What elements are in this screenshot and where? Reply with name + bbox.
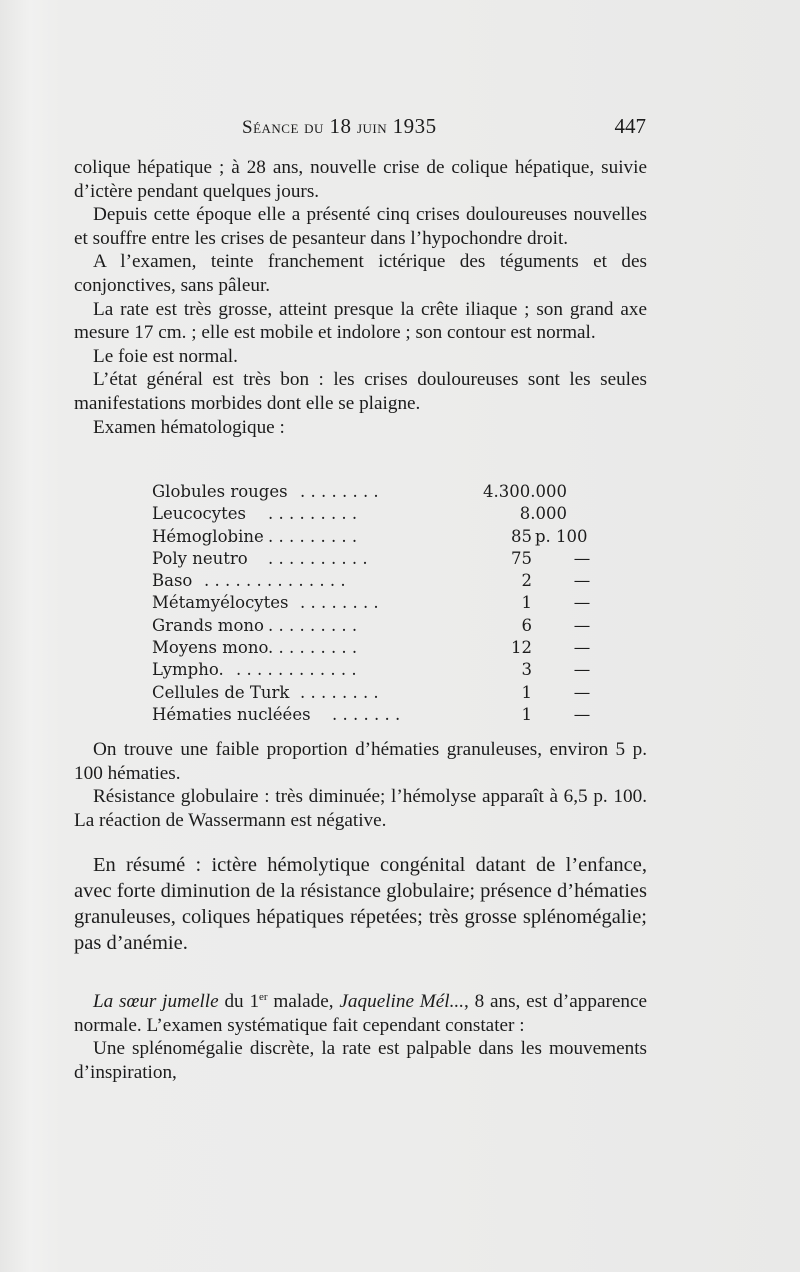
ditto-dash: — [573,615,591,635]
leader-dots: . . . . . . . . [300,593,379,613]
summary-section [74,852,647,956]
paragraph: A l’examen, teinte franchement ictérique des téguments et des conjonctives, sans pâleur. [74,251,647,296]
leader-dots: . . . . . . . . . . [268,548,368,568]
running-head-prefix: Séance du [242,117,324,138]
paragraph: Le foie est normal. [93,345,238,367]
running-head [242,114,437,139]
paragraph: On trouve une faible proportion d’hématies granuleuses, environ 5 p. 100 hématies. [74,739,647,784]
row-label: Moyens mono [152,638,269,658]
ditto-dash: — [573,660,591,680]
row-label: Hémoglobine [152,526,264,546]
body-text-top [74,156,647,439]
patient-name: Jaqueline Mél... [339,991,464,1012]
row-label: Leucocytes [152,504,246,524]
row-unit: p. 100 [535,526,588,546]
paragraph: Une splénomégalie discrète, la rate est palpable dans les mouvements d’inspiration, [74,1038,647,1083]
row-label: Globules rouges [152,482,288,501]
text: du 1 [218,991,260,1012]
leader-dots: . . . . . . . . . [268,638,358,658]
text: , 8 ans, est d’apparence normale. L’examen systématique fait cependant constater : [74,991,647,1036]
italic-lead: La sœur jumelle [93,991,219,1012]
row-label: Hématies nucléées [152,704,311,724]
page-number: 447 [614,114,646,138]
body-text-middle [74,738,647,832]
ditto-dash: — [573,548,591,568]
table-row [152,637,612,659]
table-row [152,592,612,614]
row-label: Grands mono [152,615,264,635]
leader-dots: . . . . . . . . . . . . [236,660,357,680]
leader-dots: . . . . . . . . . [268,526,358,546]
hematology-table [152,481,612,726]
second-case-section [74,990,647,1084]
text: malade, [267,991,340,1012]
ditto-dash: — [573,593,591,613]
row-value: 6 [521,615,532,635]
row-value: 85 [511,526,532,546]
paragraph [74,990,647,1037]
leader-dots: . . . . . . . . . [268,615,358,635]
table-row [152,548,612,570]
row-label: Métamyélocytes [152,593,289,613]
row-value: 75 [511,548,532,568]
ditto-dash: — [573,704,591,724]
paragraph: colique hépatique ; à 28 ans, nouvelle crise de colique hépatique, suivie d’ictère pendant quelques jours. [74,157,647,202]
page-header [74,114,646,144]
summary-paragraph: En résumé : ictère hémolytique congénital datant de l’enfance, avec forte diminution de la résistance globulaire; présence d’hématies granuleuses, coliques hépatiques répetées; très grosse splénomégalie; pas d’anémie. [74,854,647,954]
leader-dots: . . . . . . . . . . . . . . [204,571,346,591]
row-value: 2 [521,571,532,591]
paragraph: Résistance globulaire : très diminuée; l’hémolyse apparaît à 6,5 p. 100. La réaction de Wassermann est négative. [74,786,647,831]
row-value: 12 [511,638,532,658]
table-row [152,615,612,637]
superscript: er [259,991,268,1003]
row-label: Poly neutro [152,548,248,568]
running-head-day: 18 [329,114,352,138]
table-row [152,526,612,548]
paragraph: Depuis cette époque elle a présenté cinq crises douloureuses nouvelles et souffre entre les crises de pesanteur dans l’hypochondre droit. [74,204,647,249]
paragraph: L’état général est très bon : les crises douloureuses sont les seules manifestations morbides dont elle se plaigne. [74,369,647,414]
paragraph: La rate est très grosse, atteint presque la crête iliaque ; son grand axe mesure 17 cm. ; elle est mobile et indolore ; son contour est normal. [74,298,647,344]
paragraph: Examen hématologique : [93,416,285,438]
table-row [152,659,612,681]
table-row [152,704,612,726]
row-label: Cellules de Turk [152,682,290,702]
ditto-dash: — [573,638,591,658]
row-label: Baso [152,571,193,591]
table-row [152,570,612,592]
leader-dots: . . . . . . . [332,704,401,724]
running-head-month: juin [356,117,388,138]
row-value: 1 [521,704,532,724]
table-row [152,503,612,525]
running-head-year: 1935 [392,114,437,138]
table-row [152,481,612,503]
row-value: 8.000 [519,504,567,524]
ditto-dash: — [573,682,591,702]
row-value: 1 [521,593,532,613]
leader-dots: . . . . . . . . [300,682,379,702]
table-row [152,682,612,704]
row-value: 1 [521,682,532,702]
row-value: 4.300.000 [483,482,567,501]
row-value: 3 [521,660,532,680]
leader-dots: . . . . . . . . . [268,504,358,524]
row-label: Lympho. [152,660,224,680]
leader-dots: . . . . . . . . [300,482,379,501]
ditto-dash: — [573,571,591,591]
